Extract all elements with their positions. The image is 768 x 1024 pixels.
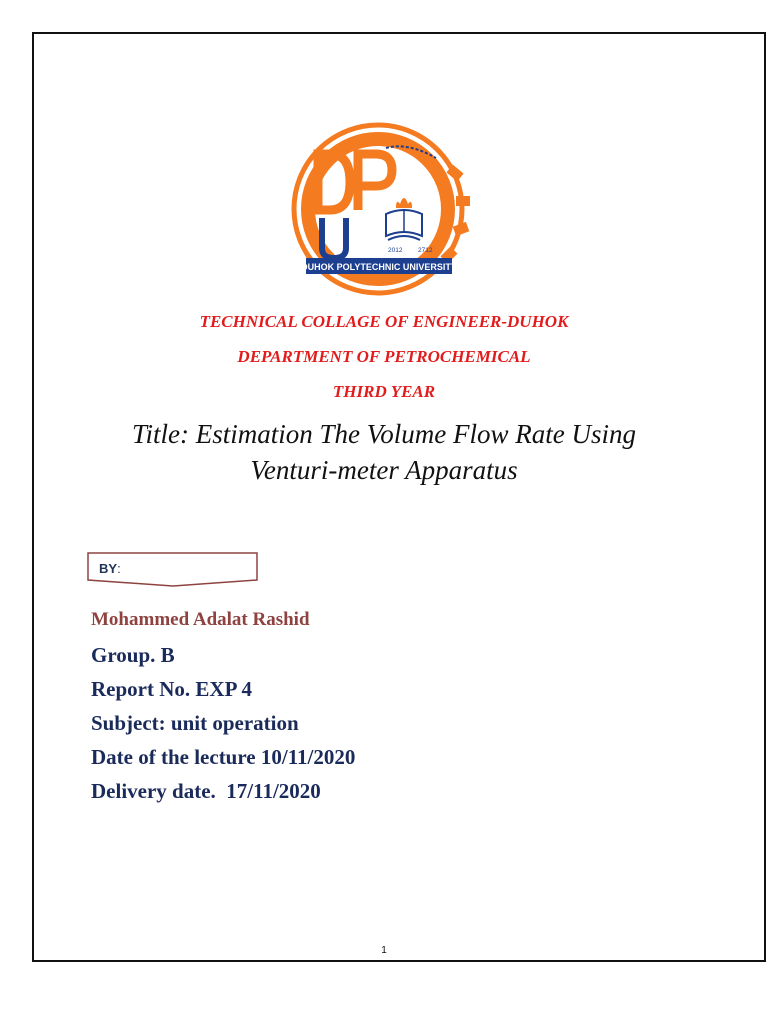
report-title	[60, 416, 708, 488]
department-name: DEPARTMENT OF PETROCHEMICAL	[237, 347, 531, 366]
svg-text:2712: 2712	[418, 247, 433, 254]
title-line-2: Venturi-meter Apparatus	[250, 455, 518, 485]
university-logo	[288, 118, 470, 300]
report-number-line: Report No. EXP 4	[91, 677, 252, 701]
page-number: 1	[381, 945, 387, 956]
title-label: Title	[132, 419, 181, 449]
group-line: Group. B	[91, 643, 175, 667]
subject-line: Subject: unit operation	[91, 711, 299, 735]
title-separator: :	[180, 419, 190, 449]
logo-graphic	[288, 118, 470, 300]
by-box	[87, 552, 257, 586]
year-label: THIRD YEAR	[332, 382, 436, 401]
college-name: TECHNICAL COLLAGE OF ENGINEER-DUHOK	[199, 312, 569, 331]
title-text-1: Estimation The Volume Flow Rate Using	[189, 419, 636, 449]
author-name: Mohammed Adalat Rashid	[91, 609, 310, 630]
delivery-date-line: Delivery date. 17/11/2020	[91, 779, 321, 803]
lecture-date-line: Date of the lecture 10/11/2020	[91, 745, 356, 769]
title-line-1	[60, 416, 708, 452]
svg-text:2012: 2012	[388, 247, 403, 254]
logo-university-name: DUHOK POLYTECHNIC UNIVERSITY	[301, 262, 457, 272]
by-label: BY:	[99, 561, 121, 576]
